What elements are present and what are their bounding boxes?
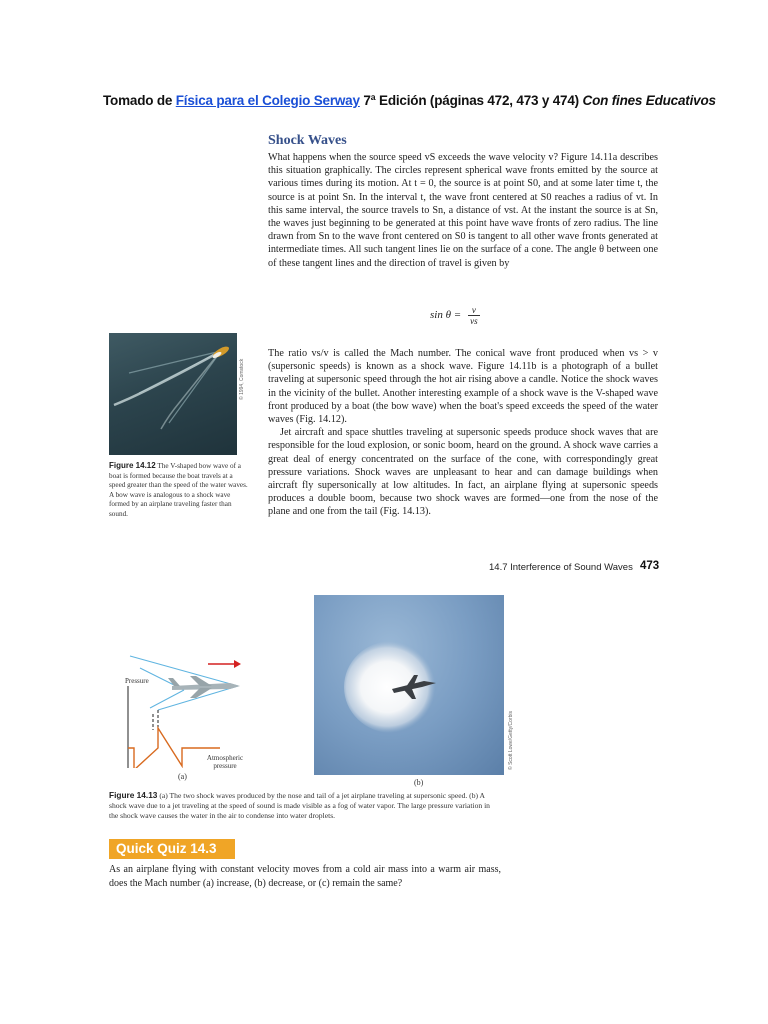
figure-14-12-label: Figure 14.12 bbox=[109, 461, 156, 470]
body-text bbox=[268, 347, 658, 519]
footer-section: 14.7 Interference of Sound Waves bbox=[489, 562, 633, 573]
page-number: 473 bbox=[640, 560, 660, 572]
figure-14-12-text: The V-shaped bow wave of a boat is formed because the boat travels at a speed greater than the speed of the water waves. A bow wave is analogous to a shock wave formed by an airplane traveling faster than sound. bbox=[109, 462, 248, 518]
paragraph-2: The ratio vs/v is called the Mach number. The conical wave front produced when vs > v (supersonic speeds) is known as a shock wave. Figure 14.11b is a photograph of a bullet traveling at supersonic speed through the hot air rising above a candle. Notice the shock waves in the vicinity of the bullet. Another interesting example of a shock wave is the V-shaped wave front produced by a boat (the bow wave) when the boat's speed exceeds the speed of the water waves (Fig. 14.12). bbox=[268, 348, 658, 426]
formula-denominator: vs bbox=[470, 316, 478, 326]
figure-14-12-caption bbox=[109, 461, 249, 519]
section-title: Shock Waves bbox=[268, 133, 347, 148]
formula-lhs: sin θ = bbox=[430, 309, 462, 322]
book-link[interactable]: Física para el Colegio Serway bbox=[175, 93, 360, 108]
figure-14-13-text: (a) The two shock waves produced by the nose and tail of a jet airplane traveling at supersonic speed. (b) A shock wave due to a jet traveling at the speed of sound is made visible as a fog of water vapor. The large pressure variation in the shock wave causes the water in the air to condense into water droplets. bbox=[109, 791, 490, 820]
boat-bow-wave-photo bbox=[109, 333, 237, 455]
panel-a-label: (a) bbox=[178, 772, 187, 781]
boat-photo-credit: © 1994, Comstock bbox=[239, 358, 245, 400]
paragraph-3: Jet aircraft and space shuttles traveling at supersonic speeds produce shock waves that are responsible for the loud explosion, or sonic boom, heard on the ground. A shock wave carries a great deal of energy concentrated on the surface of the cone, with correspondingly great pressure variations. Shock waves are unpleasant to hear and can damage buildings when aircraft fly supersonically at low altitudes. In fact, an airplane flying at supersonic speeds produces a double boom, because two shock waves are formed—one from the nose of the plane and one from the tail (Fig. 14.13). bbox=[268, 427, 658, 518]
atmospheric-pressure-label: Atmospheric pressure bbox=[206, 754, 244, 770]
fog-photo-credit: © Scott Lowe/Getty/Corbis bbox=[508, 711, 514, 770]
source-header bbox=[103, 93, 716, 108]
mach-formula bbox=[430, 305, 480, 326]
panel-b-label: (b) bbox=[414, 778, 424, 787]
quick-quiz-banner: Quick Quiz 14.3 bbox=[109, 839, 235, 859]
quick-quiz-question: As an airplane flying with constant velocity moves from a cold air mass into a warm air mass, does the Mach number (a) increase, (b) decrease, or (c) remain the same? bbox=[109, 864, 501, 889]
formula-fraction bbox=[468, 305, 480, 326]
header-edition: 7ª Edición (páginas 472, 473 y 474) bbox=[363, 93, 579, 108]
formula-numerator: v bbox=[468, 305, 480, 316]
figure-14-13-caption bbox=[109, 790, 501, 821]
sonic-boom-fog-photo bbox=[314, 595, 504, 775]
header-prefix: Tomado de bbox=[103, 93, 173, 108]
paragraph-1: What happens when the source speed vS exceeds the wave velocity v? Figure 14.11a describes this situation graphically. The circles represent spherical wave fronts emitted by the source at various times during its motion. At t = 0, the source is at point S0, and at some later time t, the source is at point Sn. In the interval t, the wave front centered at S0 reaches a radius of vt. In this same interval, the source travels to Sn, a distance of vst. At the instant the source is at Sn, the waves just beginning to be generated at this point have wave fronts of zero radius. The line drawn from Sn to the wave front centered on S0 is tangent to all other wave fronts generated at intermediate times. All such tangent lines lie on the surface of a cone. The angle θ between one of these tangent lines and the direction of travel is given by bbox=[268, 152, 658, 269]
header-purpose: Con fines Educativos bbox=[582, 93, 716, 108]
figure-14-13-label: Figure 14.13 bbox=[109, 790, 158, 800]
pressure-label: Pressure bbox=[125, 677, 149, 685]
shock-wave-pressure-diagram bbox=[120, 648, 295, 768]
